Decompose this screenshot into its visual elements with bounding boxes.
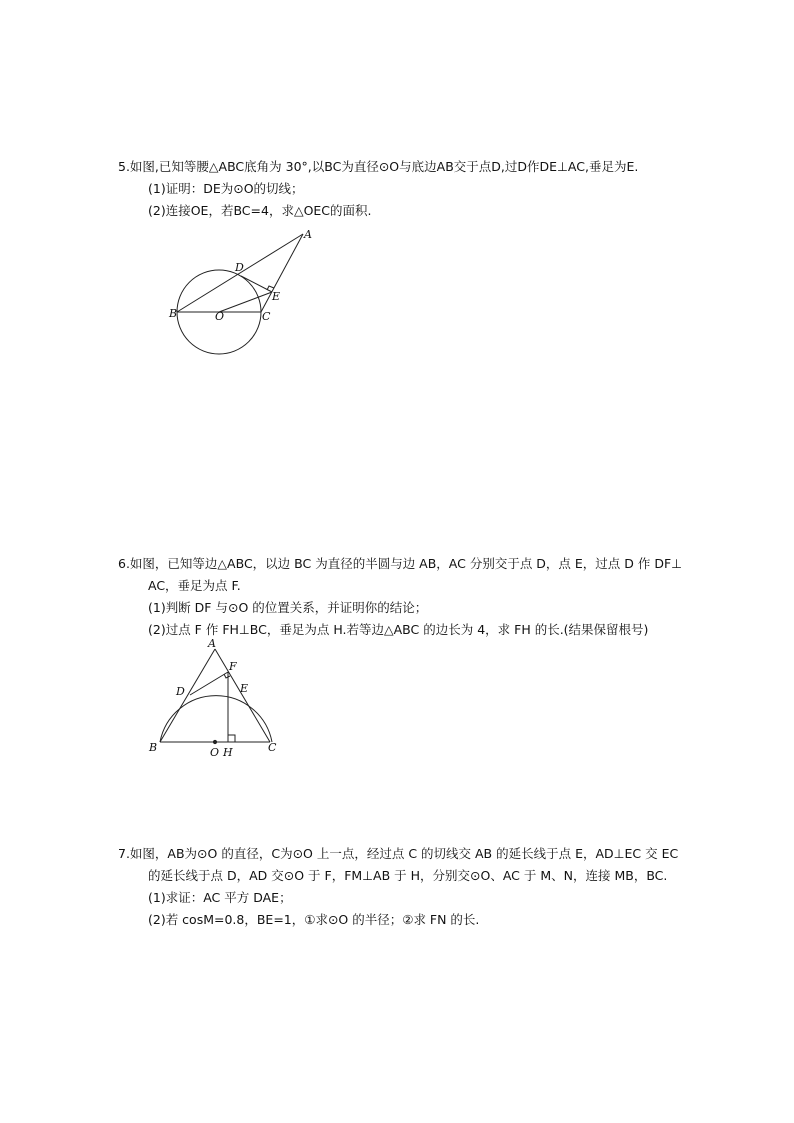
q5-label-a: A — [304, 228, 312, 241]
q5-label-o: O — [215, 310, 225, 323]
question-5 — [118, 156, 718, 222]
q6-semicircle — [160, 696, 272, 742]
q6-stem-line1: 6.如图，已知等边△ABC，以边 BC 为直径的半圆与边 AB，AC 分别交于点 D，点 E，过点 D 作 DF⊥ — [118, 556, 683, 571]
q5-figure — [165, 225, 325, 360]
q5-stem: 5.如图,已知等腰△ABC底角为 30°,以BC为直径⊙O与底边AB交于点D,过D作DE⊥AC,垂足为E. — [118, 159, 639, 174]
q6-label-c: C — [268, 741, 277, 754]
q5-part2: (2)连接OE，若BC=4，求△OEC的面积. — [148, 203, 372, 218]
q6-part1: (1)判断 DF 与⊙O 的位置关系，并证明你的结论； — [148, 600, 428, 615]
q5-segment-ca — [261, 234, 303, 312]
q6-label-b: B — [149, 741, 158, 754]
question-6 — [118, 553, 718, 641]
q7-stem-line1: 7.如图，AB为⊙O 的直径，C为⊙O 上一点，经过点 C 的切线交 AB 的延长线于点 E，AD⊥EC 交 EC — [118, 846, 679, 861]
q6-right-angle-mark-f — [224, 674, 230, 678]
q6-label-f: F — [229, 660, 237, 673]
q6-segment-ab — [160, 649, 215, 742]
q6-segment-ac — [215, 649, 270, 742]
q5-label-d: D — [235, 261, 244, 274]
q7-part1: (1)求证：AC 平方 DAE； — [148, 890, 292, 905]
q5-part1: (1)证明：DE为⊙O的切线； — [148, 181, 304, 196]
q5-label-e: E — [272, 290, 281, 303]
q6-figure — [145, 635, 285, 760]
q5-label-b: B — [169, 307, 178, 320]
q6-label-h: H — [223, 746, 233, 759]
q6-segment-df — [190, 672, 228, 695]
q6-part2: (2)过点 F 作 FH⊥BC，垂足为点 H.若等边△ABC 的边长为 4，求 FH 的长.(结果保留根号) — [148, 622, 649, 637]
q7-stem-line2: 的延长线于点 D，AD 交⊙O 于 F，FM⊥AB 于 H，分别交⊙O、AC 于 M、N，连接 MB，BC. — [148, 868, 668, 883]
q6-label-d: D — [176, 685, 185, 698]
q6-label-e: E — [240, 682, 249, 695]
q6-label-o: O — [210, 746, 220, 759]
q5-segment-oe — [219, 292, 272, 312]
q6-center-dot — [213, 740, 216, 743]
question-7 — [118, 843, 718, 931]
q6-stem-line2: AC，垂足为点 F. — [148, 578, 241, 593]
q6-label-a: A — [208, 637, 216, 650]
q7-part2: (2)若 cosM=0.8，BE=1，①求⊙O 的半径；②求 FN 的长. — [148, 912, 480, 927]
q5-label-c: C — [262, 310, 271, 323]
q6-right-angle-mark-h — [228, 735, 235, 742]
